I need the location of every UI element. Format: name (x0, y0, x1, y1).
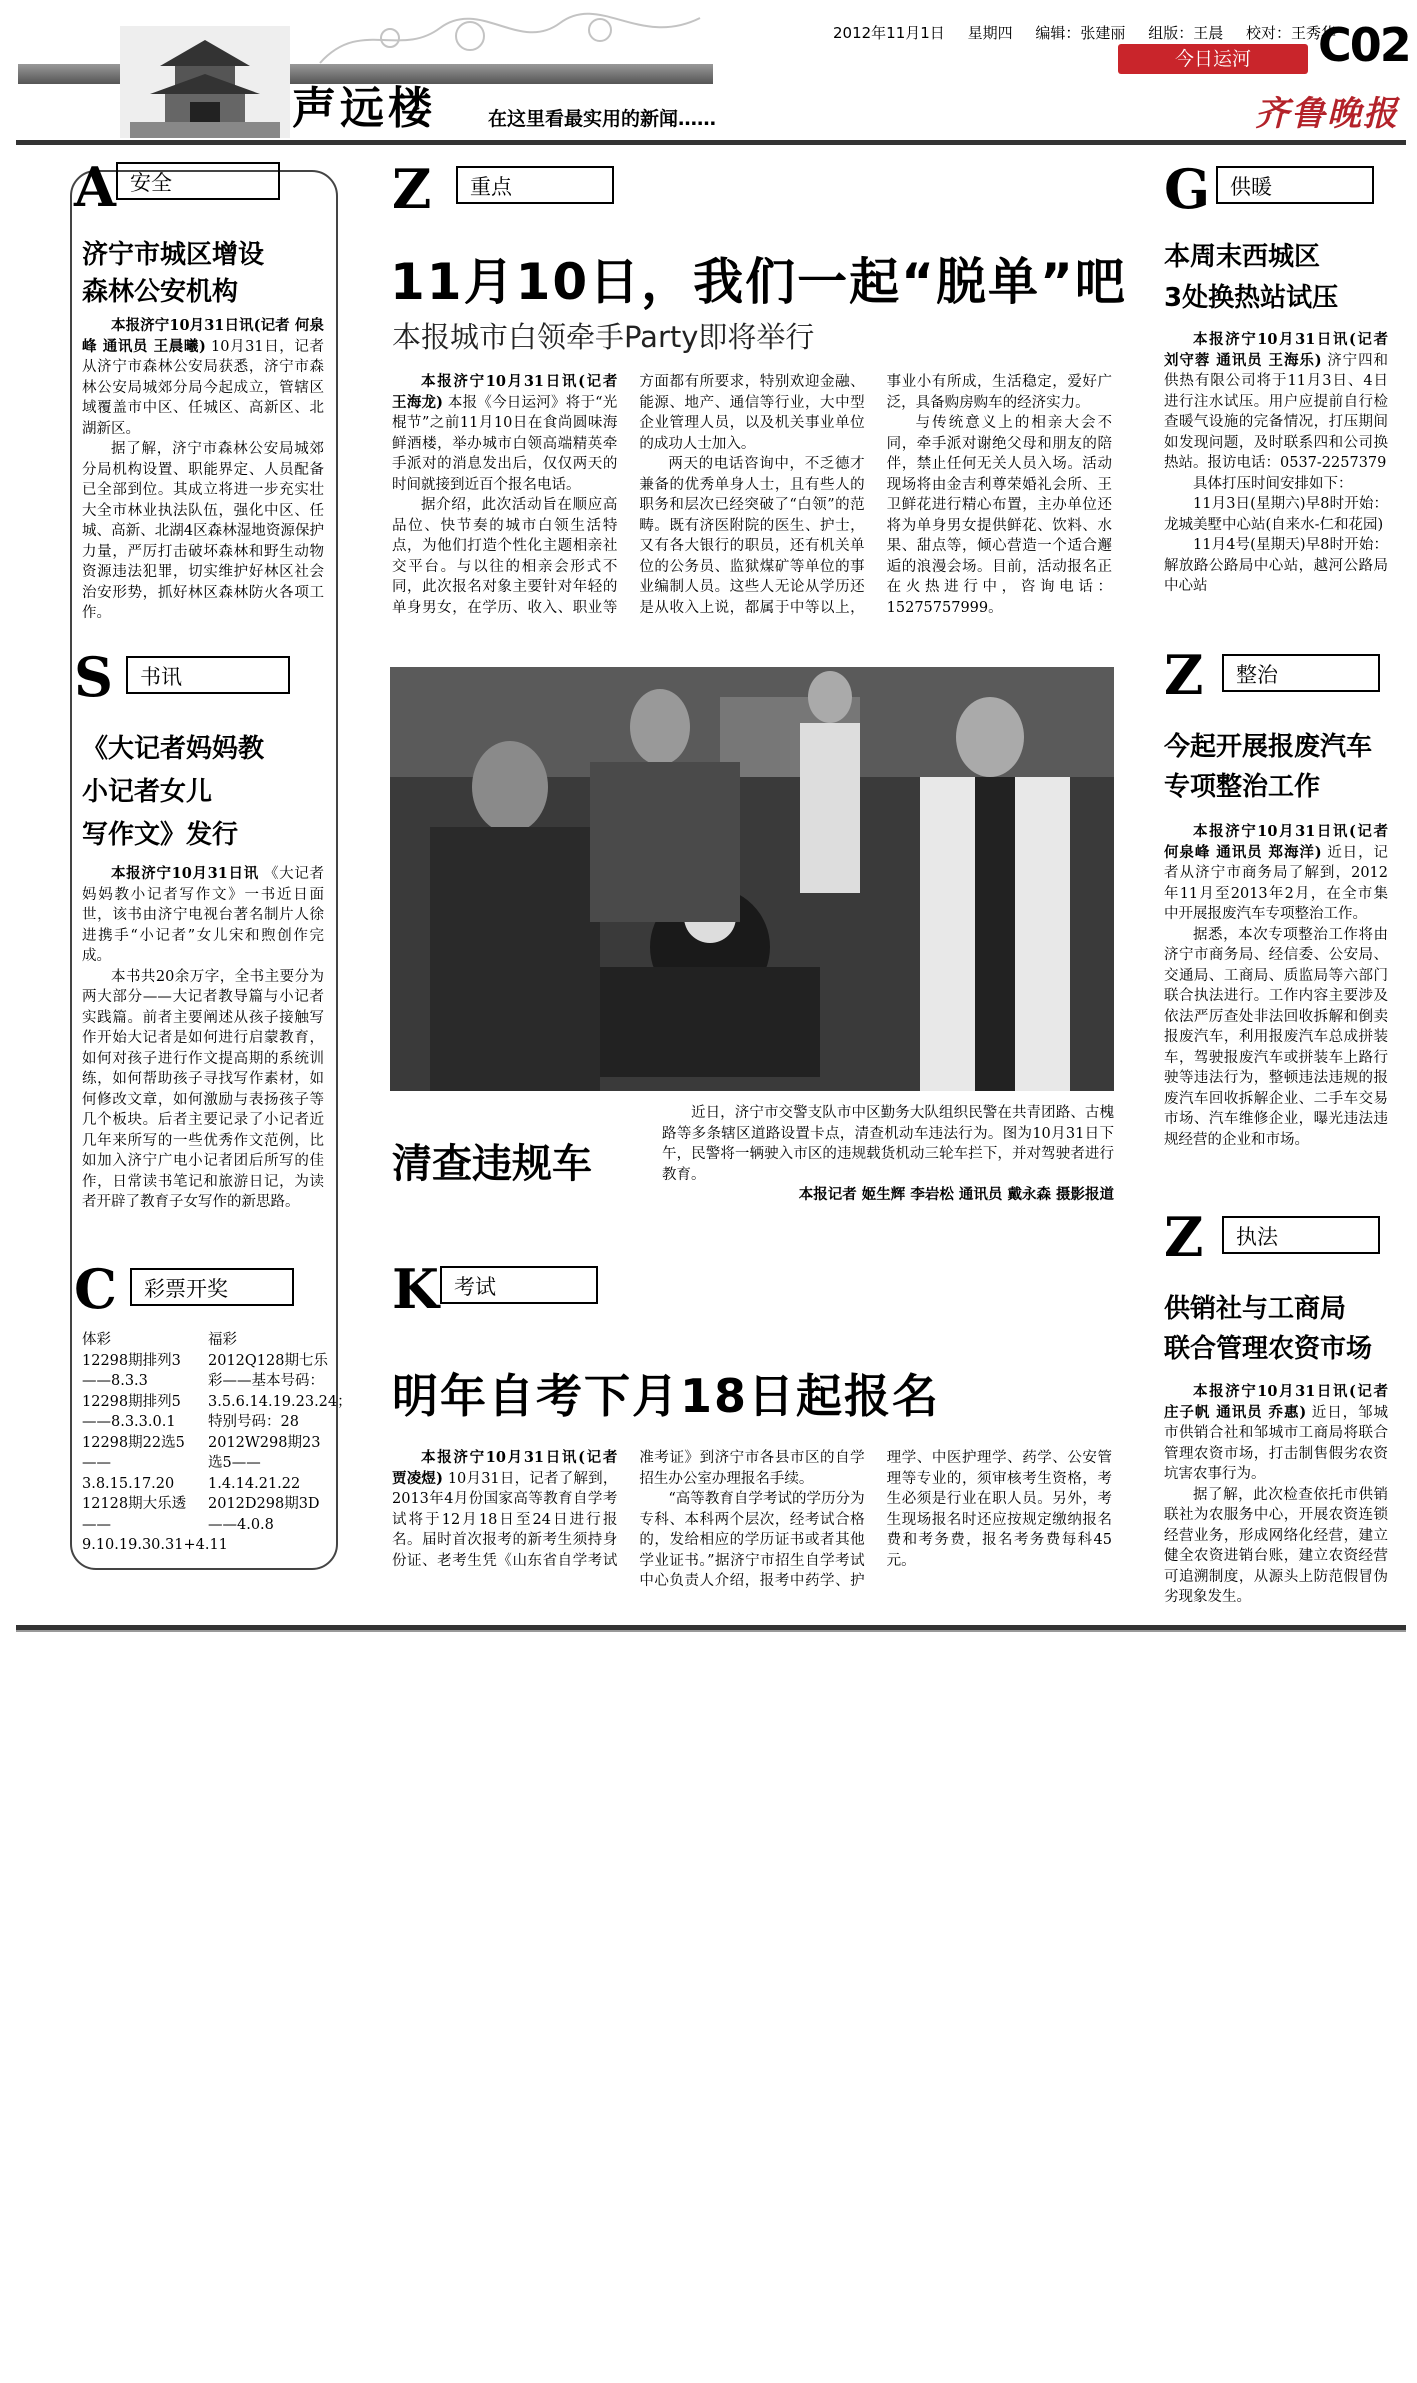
paragraph: 近日，记者从济宁市商务局了解到，2012年11月至2013年2月，在全市集中开展报废汽车专项整治工作。 (1164, 844, 1389, 922)
paragraph: 济宁四和供热有限公司将于11月3日、4日进行注水试压。用户应提前自行检查暖气设施的完备情况，打压期间如发现问题，及时联系四和公司换热站。报访电话：0537-2257379 (1164, 352, 1389, 471)
section-letter: Z (1164, 643, 1204, 707)
decorative-flower-art (300, 8, 720, 68)
section-label: 彩票开奖 (130, 1268, 294, 1306)
proof-credit: 校对：王秀华 (1245, 24, 1336, 42)
photo-title: 清查违规车 (392, 1141, 592, 1187)
byline: 本报济宁10月31日讯 (111, 865, 259, 882)
section-letter: Z (1164, 1205, 1204, 1269)
lottery-entry: 12298期排列5——8.3.3.0.1 (82, 1393, 181, 1430)
issue-weekday: 星期四 (967, 24, 1013, 42)
column-slogan: 在这里看最实用的新闻…… (488, 108, 717, 130)
page-number: C02 (1318, 18, 1410, 72)
photo-credit: 本报记者 姬生辉 李岩松 通讯员 戴永森 摄影报道 (798, 1186, 1114, 1203)
lottery-entry: 12298期22选5——3.8.15.17.20 (82, 1434, 185, 1492)
byline: 本报济宁10月31日讯(记者 王海龙) (392, 373, 618, 411)
lottery-entry: 2012D298期3D——4.0.8 (208, 1496, 320, 1533)
editor-credit: 编辑：张建丽 (1035, 24, 1126, 42)
article-body (1164, 822, 1388, 1150)
paragraph: 11月3日(星期六)早8时开始：龙城美墅中心站(自来水-仁和花园) (1164, 496, 1388, 533)
paragraph: 据悉，本次专项整治工作将由济宁市商务局、经信委、公安局、交通局、工商局、质监局等六部门联合执法进行。工作内容主要涉及依法严厉查处非法回收拆解和倒卖报废汽车，利用报废汽车总成拼装车，驾驶报废汽车或拼装车上路行驶等违法行为，整顿违法违规的报废汽车回收拆解企业、二手车交易市场、汽车维修企业，曝光违法违规经营的企业和市场。 (1164, 926, 1388, 1148)
lottery-entry: 12128期大乐透——9.10.19.30.31+4.11 (82, 1496, 228, 1553)
lottery-entry: 体彩 (82, 1332, 111, 1348)
lottery-entry: 福彩 (208, 1332, 237, 1348)
article-title-line: 小记者女儿 (82, 777, 213, 807)
section-label: 重点 (456, 166, 614, 204)
article-title-line: 森林公安机构 (82, 277, 239, 307)
newspaper-logo: 齐鲁晚报 (1255, 94, 1399, 134)
article-body (392, 372, 1112, 640)
issue-date: 2012年11月1日 (833, 24, 945, 42)
byline: 本报济宁10月31日讯(记者 庄子帆 通讯员 乔惠) (1164, 1383, 1388, 1421)
section-letter: G (1164, 157, 1211, 221)
paragraph: “高等教育自学考试的学历分为专科、本科两个层次，经考试合格的，发给相应的学历证书或者其他学业证书。”据济宁市招生自学考试中心负责人介绍，报考中药学、护理学、中医护理学、药学、公安管理等专业的，须审核考生资格，考生必须是行业在职人员。另外，考生现场报名时还应按规定缴纳报名费和考务费，报名考务费每科45元。 (639, 1450, 1112, 1589)
pavilion-tower-icon (120, 26, 290, 138)
lottery-entry: 12298期排列3——8.3.3 (82, 1352, 181, 1389)
article-body (82, 316, 324, 624)
paragraph: 具体打压时间安排如下： (1193, 475, 1353, 492)
section-letter: S (74, 645, 113, 709)
column-title: 声远楼 (292, 83, 436, 134)
paragraph: 与传统意义上的相亲大会不同，牵手派对谢绝父母和朋友的陪伴，禁止任何无关人员入场。活动现场将由金吉利尊荣婚礼会所、王卫鲜花进行精心布置，主办单位还将为单身男女提供鲜花、饮料、水果、甜点等，倾心营造一个适合邂逅的浪漫会场。目前，活动报名正在火热进行中，咨询电话：15275757999。 (886, 415, 1112, 616)
photo-caption (662, 1103, 1114, 1206)
byline: 本报济宁10月31日讯(记者 贾凌煜) (392, 1449, 618, 1487)
section-letter: C (74, 1257, 117, 1321)
paragraph: 10月31日，记者了解到，2013年4月份国家高等教育自学考试将于12月18日至24日进行报名。届时首次报考的新考生须持身份证、老考生凭《山东省自学考试准考证》到济宁市各县市区的自学招生办公室办理报名手续。 (392, 1450, 865, 1569)
section-label: 执法 (1222, 1216, 1380, 1254)
byline: 本报济宁10月31日讯(记者 何泉峰 通讯员 郑海洋) (1164, 823, 1388, 861)
sub-headline: 本报城市白领牵手Party即将举行 (392, 320, 815, 354)
section-label: 书讯 (126, 656, 290, 694)
paragraph: 本书共20余万字，全书主要分为两大部分——大记者教导篇与小记者实践篇。前者主要阐述从孩子接触写作开始大记者是如何进行启蒙教育，如何对孩子进行作文提高期的系统训练，如何帮助孩子寻找写作素材，如何修改文章，如何激励与表扬孩子等几个板块。后者主要记录了小记者近几年来所写的一些优秀作文范例，比如加入济宁广电小记者团后所写的佳作，日常读书笔记和旅游日记，为读者开辟了教育子女写作的新思路。 (82, 968, 324, 1210)
lottery-entry: 2012Q128期七乐彩——基本号码：3.5.6.14.19.23.24；特别号码：28 (208, 1352, 352, 1430)
article-title-line: 今起开展报废汽车 (1164, 732, 1373, 762)
byline: 本报济宁10月31日讯(记者 何泉峰 通讯员 王晨曦) (82, 317, 324, 355)
main-headline: 11月10日，我们一起“脱单”吧 (390, 253, 1127, 311)
section-letter: A (74, 155, 116, 219)
section-badge: 今日运河 (1118, 44, 1308, 74)
paragraph: 据介绍，此次活动旨在顺应高品位、快节奏的城市白领生活特点，为他们打造个性化主题相亲社交平台。与以往的相亲会形式不同，此次报名对象主要针对年轻的单身男女，在学历、收入、职业等方面都有所要求，特别欢迎金融、能源、地产、通信等行业，大中型企业管理人员，以及机关事业单位的成功人士加入。 (392, 374, 865, 616)
news-photo (390, 667, 1114, 1091)
bottom-rule (16, 1630, 1406, 1632)
issue-info (833, 22, 1354, 43)
lottery-column-welfare (208, 1330, 352, 1535)
section-label: 考试 (440, 1266, 598, 1304)
article-title-line: 本周末西城区 (1164, 242, 1321, 272)
paragraph: 本报《今日运河》将于“光棍节”之前11月10日在食尚圆味海鲜酒楼，举办城市白领高端精英牵手派对的消息发出后，仅仅两天的时间就接到近百个报名电话。 (392, 394, 618, 493)
section-letter: K (392, 1257, 439, 1321)
paragraph: 11月4号(星期天)早8时开始：解放路公路局中心站，越河公路局中心站 (1164, 537, 1388, 594)
paragraph: 近日，邹城市供销合社和邹城市工商局将联合管理农资市场，打击制售假劣农资坑害农事行为。 (1164, 1404, 1389, 1482)
caption-text: 近日，济宁市交警支队市中区勤务大队组织民警在共青团路、古槐路等多条辖区道路设置卡点，清查机动车违法行为。图为10月31日下午，民警将一辆驶入市区的违规载货机动三轮车拦下，并对驾驶者进行教育。 (662, 1105, 1114, 1183)
article-title-line: 《大记者妈妈教 (82, 734, 265, 764)
article-title-line: 3处换热站试压 (1164, 283, 1339, 313)
article-title-line: 济宁市城区增设 (82, 240, 265, 270)
article-body (82, 864, 324, 1213)
article-body (1164, 1382, 1388, 1608)
paragraph: 据了解，此次检查依托市供销联社为农服务中心，开展农资连锁经营业务，形成网络化经营，建立健全农资进销台账，建立农资经营可追溯制度，从源头上防范假冒伪劣现象发生。 (1164, 1486, 1388, 1605)
paragraph: 据了解，济宁市森林公安局城郊分局机构设置、职能界定、人员配备已全部到位。其成立将进一步充实壮大全市林业执法队伍，强化中区、任城、高新、北湖4区森林湿地资源保护力量，严厉打击破坏森林和野生动物资源违法犯罪，切实维护好林区社会治安形势，抓好林区森林防火各项工作。 (82, 441, 324, 621)
article-title-line: 专项整治工作 (1164, 772, 1321, 802)
paragraph: 《大记者妈妈教小记者写作文》一书近日面世，该书由济宁电视台著名制片人徐进携手“小记者”女儿宋和煦创作完成。 (82, 866, 324, 964)
byline: 本报济宁10月31日讯(记者 刘守蓉 通讯员 王海乐) (1164, 331, 1388, 369)
article-title-line: 写作文》发行 (82, 820, 239, 850)
paragraph: 两天的电话咨询中，不乏德才兼备的优秀单身人士，且有些人的职务和层次已经突破了“白领”的范畴。既有济医附院的医生、护士，又有各大银行的职员，还有机关单位的公务员、监狱煤矿等单位的事业编制人员。这些人无论从学历还是从收入上说，都属于中等以上，事业小有所成，生活稳定，爱好广泛，具备购房购车的经济实力。 (639, 374, 1112, 616)
section-label: 安全 (116, 162, 280, 200)
section-label: 供暖 (1216, 166, 1374, 204)
article-title-line: 供销社与工商局 (1164, 1294, 1347, 1324)
lottery-entry: 2012W298期23选5——1.4.14.21.22 (208, 1434, 321, 1492)
article-title-line: 联合管理农资市场 (1164, 1334, 1373, 1364)
layout-credit: 组版：王晨 (1148, 24, 1224, 42)
section-label: 整治 (1222, 654, 1380, 692)
section-letter: Z (392, 157, 432, 221)
article-body (392, 1448, 1112, 1608)
article-body (1164, 330, 1388, 597)
exam-headline: 明年自考下月18日起报名 (392, 1369, 941, 1423)
paragraph: 10月31日，记者从济宁市森林公安局获悉，济宁市森林公安局城郊分局今起成立，管辖区域覆盖市中区、任城区、高新区、北湖新区。 (82, 338, 325, 437)
